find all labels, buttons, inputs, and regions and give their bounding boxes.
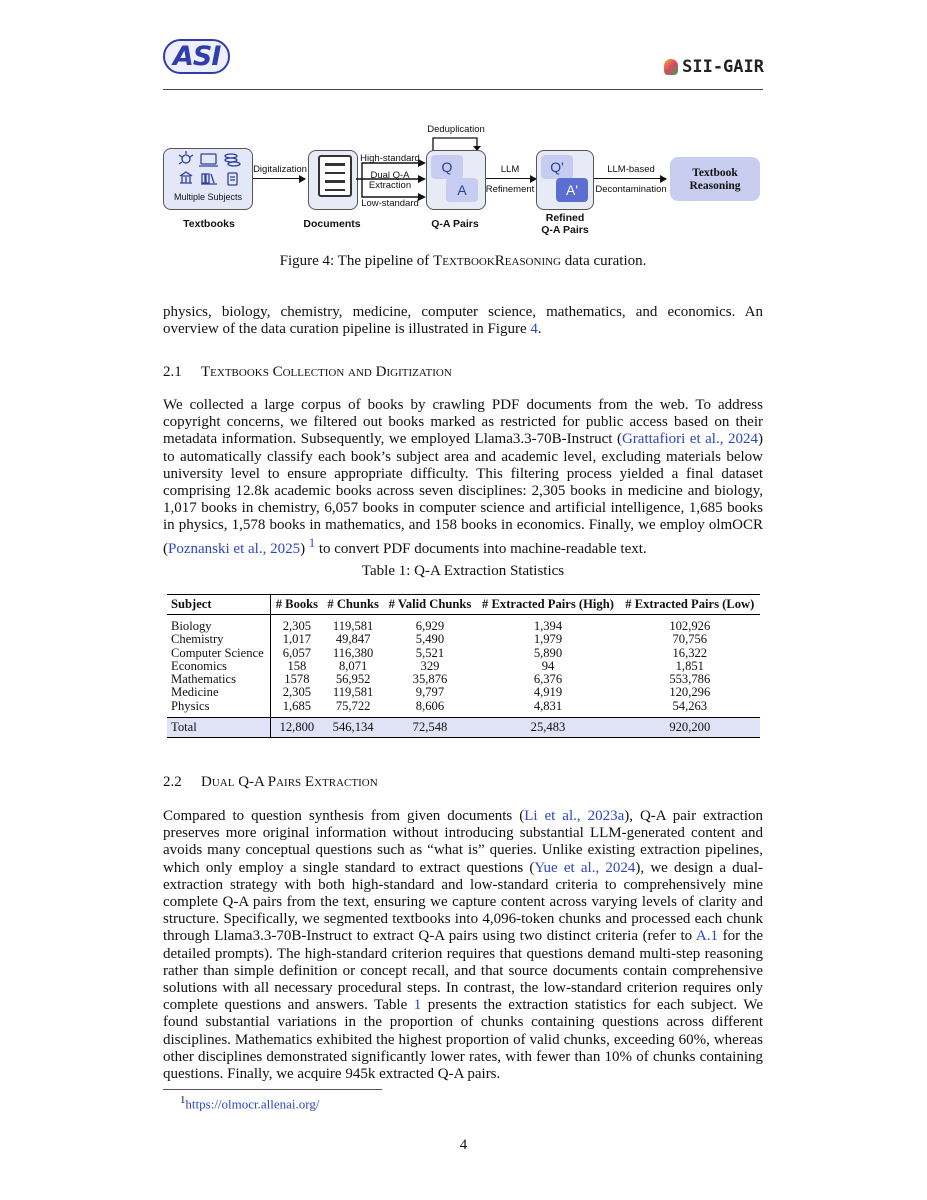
- caption-prefix: Figure 4: The pipeline of: [279, 253, 434, 269]
- col-valid-chunks: # Valid Chunks: [384, 595, 477, 615]
- table-cell: 75,722: [335, 698, 371, 713]
- intro-paragraph: [163, 304, 763, 338]
- table-cell: 553,786: [669, 672, 711, 687]
- table-cell: 56,952: [335, 672, 371, 687]
- refined-line2: Q-A Pairs: [541, 224, 589, 236]
- table-row: [167, 633, 760, 646]
- table-cell: 6,929: [415, 619, 445, 633]
- section-title: Textbooks Collection and Digitization: [201, 364, 452, 380]
- table-cell: Biology: [167, 615, 271, 634]
- table-total-row: [167, 718, 760, 738]
- col-subject: Subject: [167, 595, 271, 615]
- section2-paragraph: [163, 808, 763, 1083]
- cite-yue[interactable]: Yue et al., 2024: [534, 859, 636, 876]
- table-cell: 116,380: [332, 645, 374, 660]
- table-row: [167, 686, 760, 699]
- arrow-decontamination: [594, 178, 666, 179]
- table-cell: 920,200: [620, 718, 760, 738]
- multiple-subjects-label: Multiple Subjects: [173, 192, 243, 202]
- pipeline-figure: [163, 120, 763, 245]
- table-cell: 1,394: [533, 619, 563, 633]
- s1-text1: We collected a large corpus of books by crawling PDF documents from the web. To address copyright concerns, we filtered out books marked as restricted for public access based on their metadata information. Subsequently, we employed Llama3.3-70B-Instruct (: [163, 397, 763, 448]
- subject-icons: [164, 149, 252, 193]
- table-cell: 546,134: [323, 718, 384, 738]
- table-cell: 54,263: [672, 698, 708, 713]
- s2-text1: Compared to question synthesis from given documents (: [163, 808, 525, 824]
- s1-text2: ) to automatically classify each book’s subject area and academic level, excluding materials below university level to ensure appropriate difficulty. This filtering process yielded a final dataset comprising 12.8k academic books across seven disciplines: 2,305 books in medicine and biology, 1,017 books in chemistry, 6,057 books in computer science and artificial intelligence, 1,685 books in physics, 1,578 books in mathematics, and 158 books in economics. Finally, we employ olmOCR (: [163, 431, 763, 557]
- dedup-loop: [431, 135, 481, 151]
- s2-text5: presents the extraction statistics for each subject. We found substantial variations in the proportion of chunks containing questions across different disciplines. Mathematics exhibited the highest proportion of valid chunks, exceeding 60%, whereas other disciplines demonstrated significantly lower rates, with fewer than 10% of chunks containing questions. Finally, we acquire 945k extracted Q-A pairs.: [163, 997, 763, 1083]
- table-cell: Economics: [167, 660, 271, 673]
- footnote-mark: 1: [180, 1094, 186, 1106]
- table-row: [167, 673, 760, 686]
- table-cell: 119,581: [332, 619, 374, 633]
- header-rule: [163, 89, 763, 90]
- llm-label: LLM: [500, 164, 520, 175]
- table-cell: 102,926: [669, 619, 711, 633]
- col-pairs-high: # Extracted Pairs (High): [476, 595, 619, 615]
- table-cell: Computer Science: [167, 647, 271, 660]
- intro-text: physics, biology, chemistry, medicine, computer science, mathematics, and economics. An overview of the data curation pipeline is illustrated in Figure: [163, 304, 763, 338]
- col-books: # Books: [271, 595, 323, 615]
- section-number: 2.1: [163, 364, 182, 380]
- brain-icon: [664, 59, 678, 75]
- section-title: Dual Q-A Pairs Extraction: [201, 774, 378, 790]
- figure-ref-link[interactable]: 4: [530, 321, 538, 338]
- section-heading-2-2: [163, 774, 378, 791]
- table-row: [167, 647, 760, 660]
- table-cell: 5,890: [533, 645, 563, 660]
- table-cell: 4,831: [533, 698, 563, 713]
- digitalization-label: Digitalization: [253, 164, 307, 175]
- table-cell: 5,490: [415, 632, 445, 647]
- table-cell: 6,376: [533, 672, 563, 687]
- footnote-mark-link[interactable]: 1: [308, 535, 316, 550]
- table-cell: Physics: [167, 700, 271, 718]
- textbooks-box: [163, 148, 253, 210]
- table-cell: Total: [167, 718, 271, 738]
- textbook-reasoning-label: [670, 167, 760, 193]
- documents-label: Documents: [303, 218, 361, 230]
- section-heading-2-1: [163, 364, 452, 381]
- s1-text4: to convert PDF documents into machine-readable text.: [315, 540, 647, 557]
- table-cell: 2,305: [282, 685, 312, 700]
- col-pairs-low: # Extracted Pairs (Low): [620, 595, 760, 615]
- table-cell: 49,847: [335, 632, 371, 647]
- final-line1: Textbook: [692, 167, 738, 179]
- table-cell: 94: [541, 658, 555, 673]
- refinement-label: Refinement: [485, 184, 535, 195]
- footnote-rule: [163, 1089, 382, 1090]
- figure-caption: [163, 253, 763, 270]
- sii-gair-logo: [664, 57, 764, 77]
- final-line2: Reasoning: [689, 180, 741, 192]
- dual-qa-line2: Extraction: [368, 180, 412, 191]
- s2-text2: ), Q-A pair extraction preserves more original information without introducing substantial LLM-generated content and avoids many conceptual questions such as “what is” queries. Unlike existing extraction pipelines, which only employ a single standard to extract questions (: [163, 808, 763, 876]
- a-chip: A: [446, 178, 478, 202]
- arrow-digitalization: [253, 178, 305, 179]
- table-cell: 329: [420, 658, 440, 673]
- section-number: 2.2: [163, 774, 182, 790]
- refined-line1: Refined: [545, 212, 585, 224]
- table-cell: 9,797: [415, 685, 445, 700]
- cite-grattafiori[interactable]: Grattafiori et al., 2024: [621, 431, 758, 448]
- s1-text3: ): [300, 540, 309, 557]
- table-cell: 1,017: [282, 632, 312, 647]
- table-cell: 25,483: [476, 718, 619, 738]
- table-cell: 70,756: [672, 632, 708, 647]
- table-cell: 4,919: [533, 685, 563, 700]
- table-cell: 72,548: [384, 718, 477, 738]
- document-icon: [318, 155, 352, 197]
- table-cell: 16,322: [672, 645, 708, 660]
- table-cell: 1,851: [675, 658, 704, 673]
- col-chunks: # Chunks: [323, 595, 384, 615]
- table-cell: 35,876: [412, 672, 448, 687]
- intro-end: .: [537, 321, 542, 338]
- low-standard-label: Low-standard: [361, 198, 419, 209]
- appendix-ref-link[interactable]: A.1: [695, 928, 718, 945]
- dual-qa-label: [359, 171, 421, 191]
- qa-extraction-table: [167, 594, 760, 738]
- qa-pairs-label: Q-A Pairs: [431, 218, 479, 230]
- table-cell: 8,071: [338, 658, 368, 673]
- high-standard-label: High-standard: [360, 153, 420, 164]
- deduplication-label: Deduplication: [427, 124, 485, 135]
- table-cell: 1,685: [282, 698, 312, 713]
- section1-paragraph: [163, 397, 763, 558]
- asi-logo: [163, 40, 230, 74]
- table-cell: 1578: [284, 672, 310, 687]
- s2-text4: for the detailed prompts). The high-standard criterion requires that questions demand multi-step reasoning rather than simple definition or concept recall, and that source documents contain comprehensive solutions with all necessary procedural steps. In contrast, the low-standard criterion requires only complete questions and answers. Table: [163, 928, 763, 1014]
- table-cell: 119,581: [332, 685, 374, 700]
- arrow-refinement: [486, 178, 536, 179]
- asi-logo-text: ASI: [163, 39, 230, 74]
- table-cell: 2,305: [282, 619, 312, 633]
- decontamination-label: Decontamination: [595, 184, 667, 195]
- table-row: [167, 615, 760, 634]
- table-header-row: [167, 595, 760, 615]
- refined-label: [525, 212, 605, 236]
- footnote-url-link[interactable]: https://olmocr.allenai.org/: [185, 1096, 320, 1112]
- textbook-reasoning-box: [670, 157, 760, 201]
- q-chip: Q: [431, 155, 463, 179]
- cite-poznanski[interactable]: Poznanski et al., 2025: [168, 540, 301, 557]
- table-cell: 8,606: [415, 698, 445, 713]
- table-cell: Chemistry: [167, 633, 271, 646]
- caption-suffix: data curation.: [561, 253, 647, 269]
- page-number: 4: [459, 1137, 468, 1153]
- footnote: [180, 1094, 320, 1112]
- table-cell: 158: [287, 658, 307, 673]
- table-caption: Table 1: Q-A Extraction Statistics: [361, 563, 565, 579]
- sii-gair-logo-text: SII-GAIR: [682, 57, 764, 77]
- cite-li[interactable]: Li et al., 2023a: [524, 808, 625, 824]
- table-row: [167, 660, 760, 673]
- table-row: [167, 700, 760, 718]
- caption-name: TextbookReasoning: [433, 253, 561, 269]
- llm-based-label: LLM-based: [607, 164, 655, 175]
- textbooks-label: Textbooks: [183, 218, 235, 230]
- q-prime-chip: Q': [541, 155, 573, 179]
- table-cell: Mathematics: [167, 673, 271, 686]
- table-cell: 6,057: [282, 645, 312, 660]
- table-cell: 5,521: [415, 645, 445, 660]
- a-prime-chip: A': [556, 178, 588, 202]
- s2-text3: ), we design a dual-extraction strategy with both high-standard and low-standard criteria to comprehensively mine complete Q-A pairs from the text, ensuring we capture content across varying levels of clarity and structure. Specifically, we segmented textbooks into 4,096-token chunks and processed each chunk through Llama3.3-70B-Instruct to extract Q-A pairs using two distinct criteria (refer to: [163, 859, 763, 945]
- dual-qa-line1: Dual Q-A: [370, 170, 410, 181]
- table-cell: 12,800: [271, 718, 323, 738]
- table-ref-link[interactable]: 1: [413, 997, 422, 1014]
- table-cell: 1,979: [533, 632, 563, 647]
- table-cell: Medicine: [167, 686, 271, 699]
- table-cell: 120,296: [669, 685, 711, 700]
